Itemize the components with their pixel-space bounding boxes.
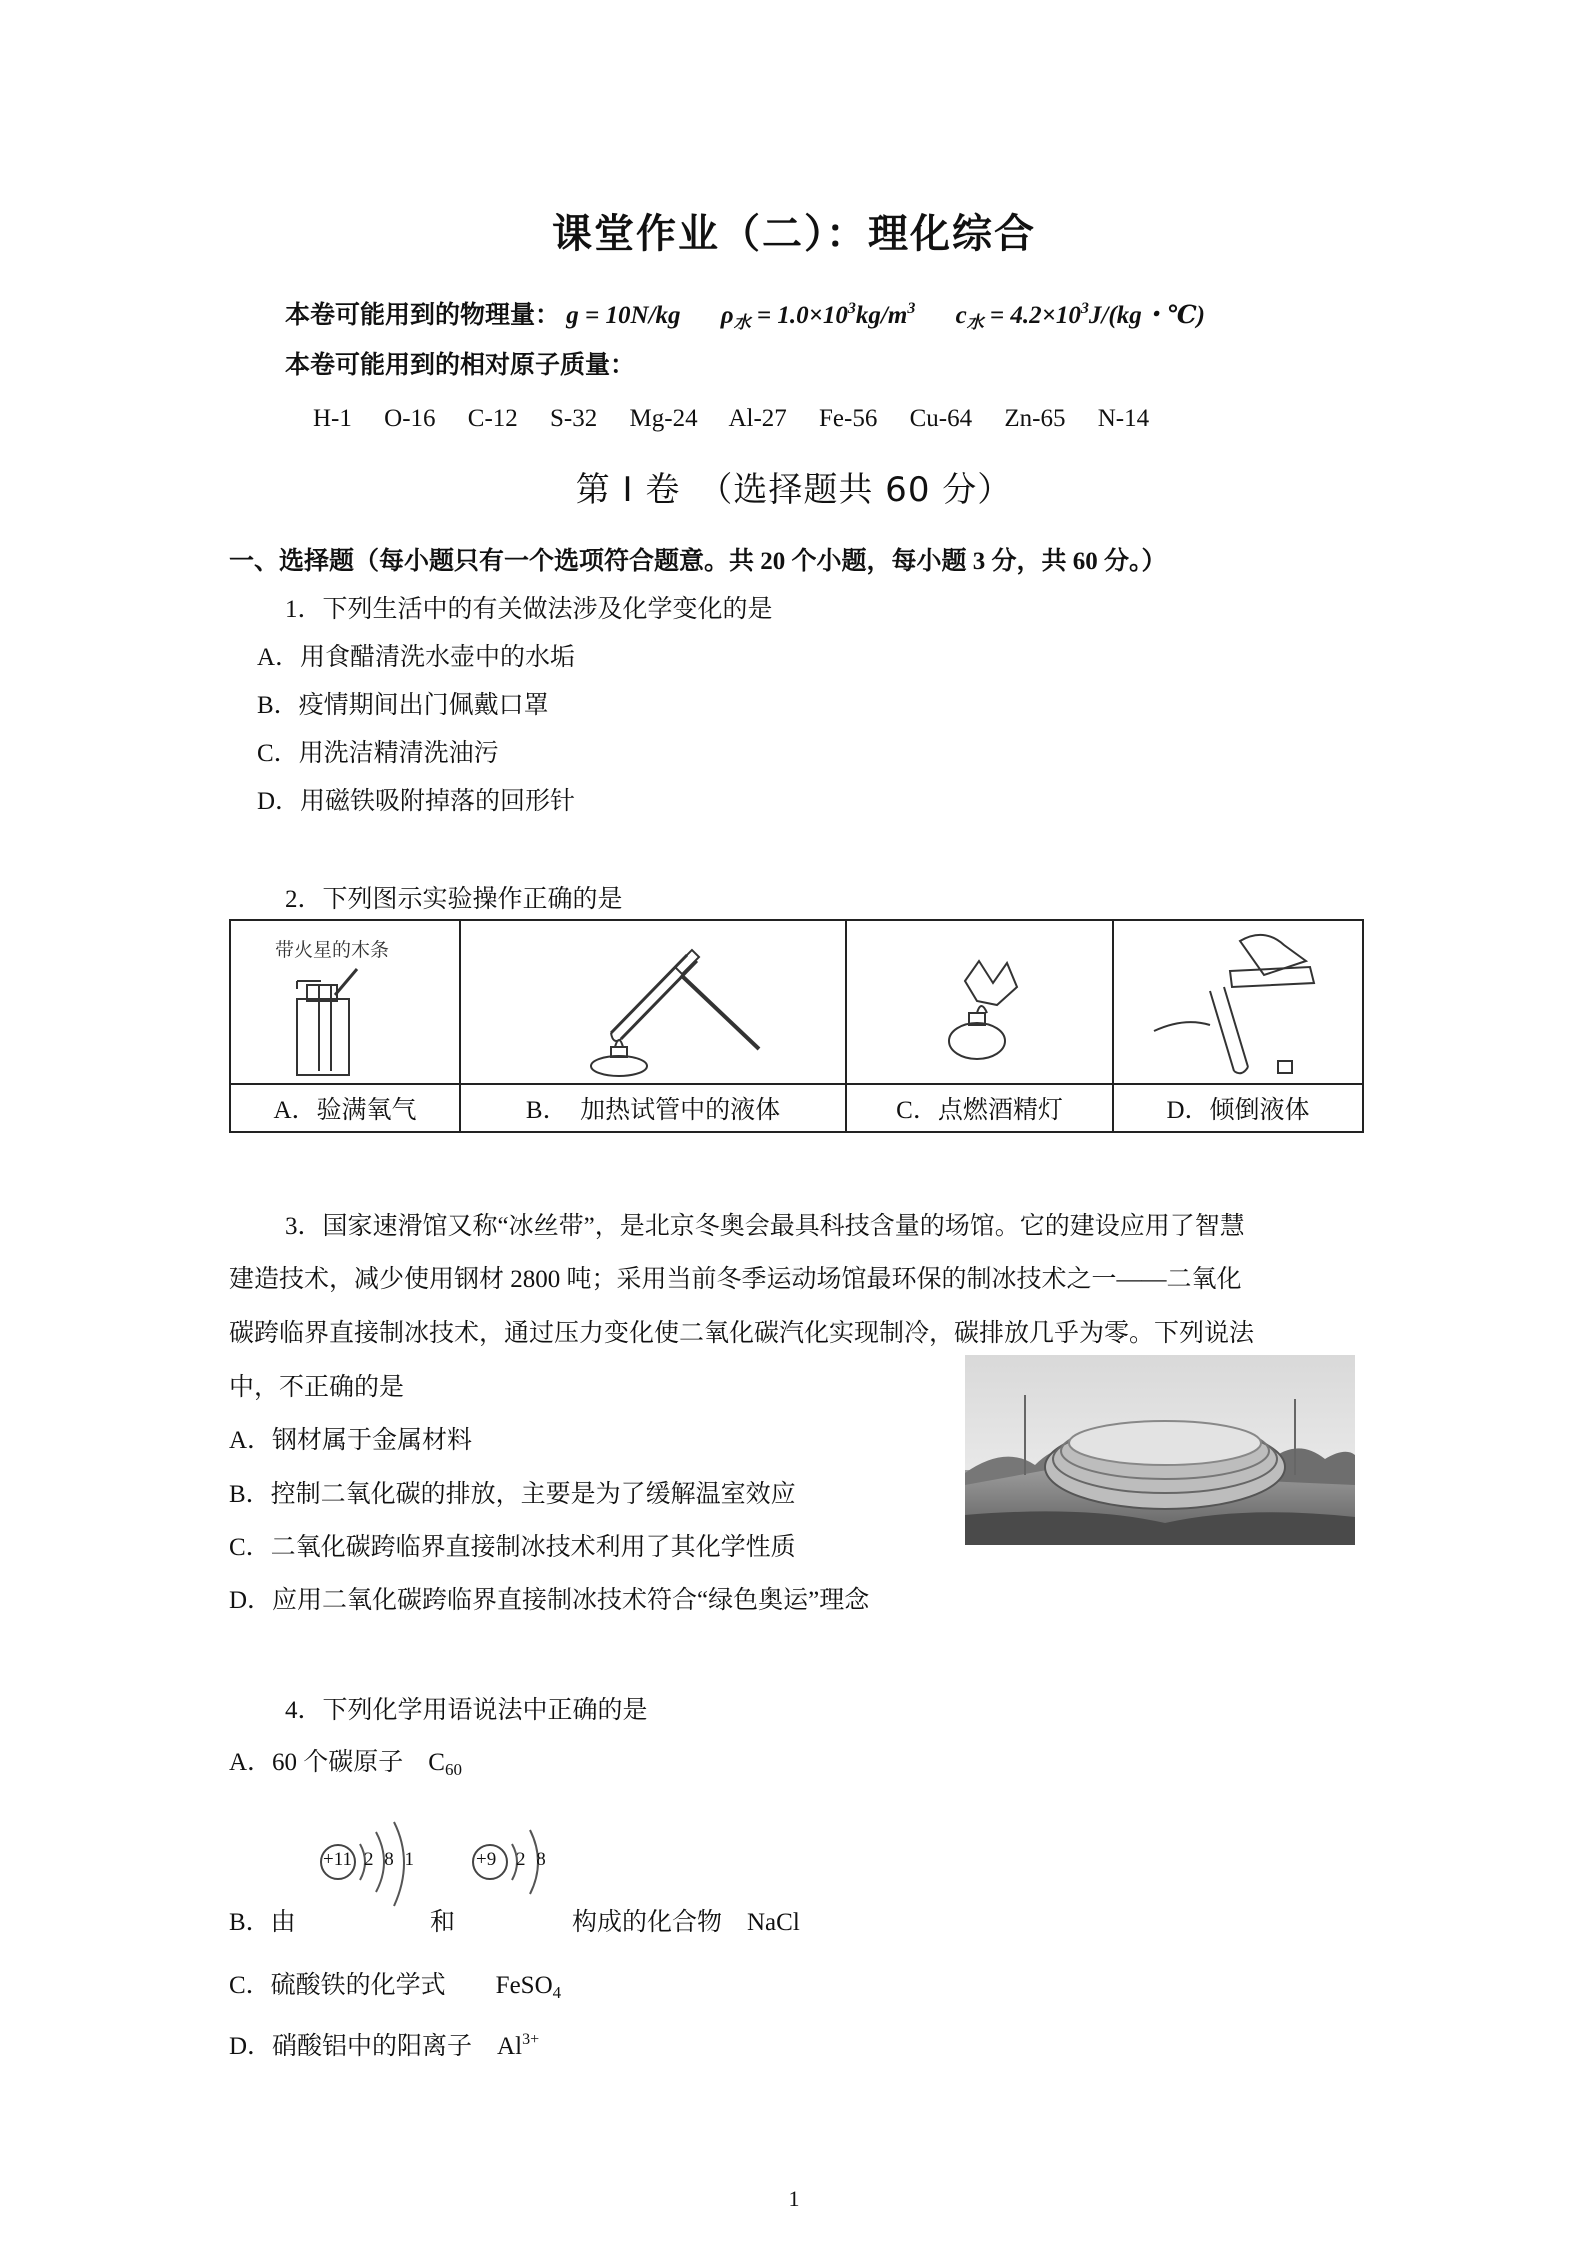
atomic-mass-item: Zn-65 <box>1004 405 1066 432</box>
water-density: $\rho_水 = 1.0\times 10^3kg/m^3$ <box>720 300 916 332</box>
q3-stem-line-2: 建造技术，减少使用钢材 2800 吨；采用当前冬季运动场馆最环保的制冰技术之一——二氧化 <box>229 1266 1242 1293</box>
document-title: 课堂作业（二）：理化综合 <box>552 211 1036 257</box>
splint-label: 带火星的木条 <box>275 939 390 961</box>
atomic-mass-item: O-16 <box>384 405 436 432</box>
q3-stem-line-1: 3．国家速滑馆又称“冰丝带”，是北京冬奥会最具科技含量的场馆。它的建设应用了智慧 <box>285 1213 1245 1240</box>
page-number: 1 <box>788 2186 800 2211</box>
q2-caption-d: D．倾倒液体 <box>1113 1084 1363 1132</box>
physics-label: 本卷可能用到的物理量： <box>285 302 561 329</box>
physics-constants-line <box>285 293 1205 339</box>
pouring-liquid-icon <box>1114 921 1362 1083</box>
q4-option-d: D．硝酸铝中的阳离子 $Al^{3+}$ <box>229 2031 540 2060</box>
q3-option-d: D．应用二氧化碳跨临界直接制冰技术符合“绿色奥运”理念 <box>229 1587 870 1614</box>
sodium-shell-label: 2 8 1 <box>364 1849 417 1870</box>
atomic-mass-item: Cu-64 <box>909 405 973 432</box>
fluorine-shell-label: 2 8 <box>516 1849 549 1870</box>
heating-test-tube-icon <box>461 921 845 1083</box>
q4-stem: 4．下列化学用语说法中正确的是 <box>285 1697 648 1724</box>
q4-option-b-prefix: B．由 <box>229 1909 296 1936</box>
q2-caption-b: B． 加热试管中的液体 <box>460 1084 846 1132</box>
q1-option-a: A．用食醋清洗水壶中的水垢 <box>257 644 576 671</box>
atomic-mass-list <box>313 403 1175 435</box>
q2-caption-c: C．点燃酒精灯 <box>846 1084 1113 1132</box>
water-specific-heat: $c_水 = 4.2\times 10^3J/(kg$・℃) <box>955 300 1205 332</box>
q2-image-c <box>846 920 1113 1084</box>
q3-option-a: A．钢材属于金属材料 <box>229 1427 473 1454</box>
atomic-mass-item: C-12 <box>467 405 518 432</box>
q3-stem-line-3: 碳跨临界直接制冰技术，通过压力变化使二氧化碳汽化实现制冷，碳排放几乎为零。下列说法 <box>229 1320 1255 1347</box>
section-heading: 一、选择题（每小题只有一个选项符合题意。共 20 个小题，每小题 3 分，共 60 分。） <box>229 548 1167 575</box>
q1-option-b: B．疫情期间出门佩戴口罩 <box>257 692 549 719</box>
q4-option-b-and: 和 <box>430 1909 456 1936</box>
atomic-mass-item: Al-27 <box>728 405 787 432</box>
atomic-mass-item: N-14 <box>1097 405 1150 432</box>
atomic-mass-item: S-32 <box>550 405 598 432</box>
atomic-mass-item: H-1 <box>313 405 352 432</box>
atomic-mass-item: Fe-56 <box>819 405 878 432</box>
q3-option-b: B．控制二氧化碳的排放，主要是为了缓解温室效应 <box>229 1481 796 1508</box>
speed-skating-oval-photo <box>965 1355 1355 1545</box>
q3-option-c: C．二氧化碳跨临界直接制冰技术利用了其化学性质 <box>229 1534 796 1561</box>
q2-caption-a: A．验满氧气 <box>230 1084 460 1132</box>
q4-option-c: C．硫酸铁的化学式 FeSO$_4$ <box>229 1972 562 2002</box>
sodium-nucleus-label: +11 <box>323 1849 353 1870</box>
atomic-mass-item: Mg-24 <box>629 405 698 432</box>
q1-stem: 1．下列生活中的有关做法涉及化学变化的是 <box>285 596 773 623</box>
part-heading: 第 I 卷 （选择题共 60 分） <box>575 470 1013 510</box>
q1-option-d: D．用磁铁吸附掉落的回形针 <box>257 788 576 815</box>
q2-image-a <box>230 920 460 1084</box>
alcohol-lamp-icon <box>847 921 1112 1083</box>
sodium-atom-diagram <box>312 1818 422 1918</box>
q1-option-c: C．用洗洁精清洗油污 <box>257 740 499 767</box>
fluorine-atom-diagram <box>468 1818 568 1918</box>
gravity-constant: g = 10N/kg <box>566 302 681 329</box>
q2-image-d <box>1113 920 1363 1084</box>
q2-image-b <box>460 920 846 1084</box>
q4-option-b-suffix: 构成的化合物 NaCl <box>572 1909 800 1936</box>
q4-option-a: A．60 个碳原子 $C_{60}$ <box>229 1749 462 1779</box>
atomic-mass-label: 本卷可能用到的相对原子质量： <box>285 352 636 379</box>
q2-operations-table <box>229 919 1364 1133</box>
q2-stem: 2．下列图示实验操作正确的是 <box>285 886 623 913</box>
fluorine-nucleus-label: +9 <box>476 1849 497 1870</box>
q3-stem-line-4: 中，不正确的是 <box>229 1374 405 1401</box>
